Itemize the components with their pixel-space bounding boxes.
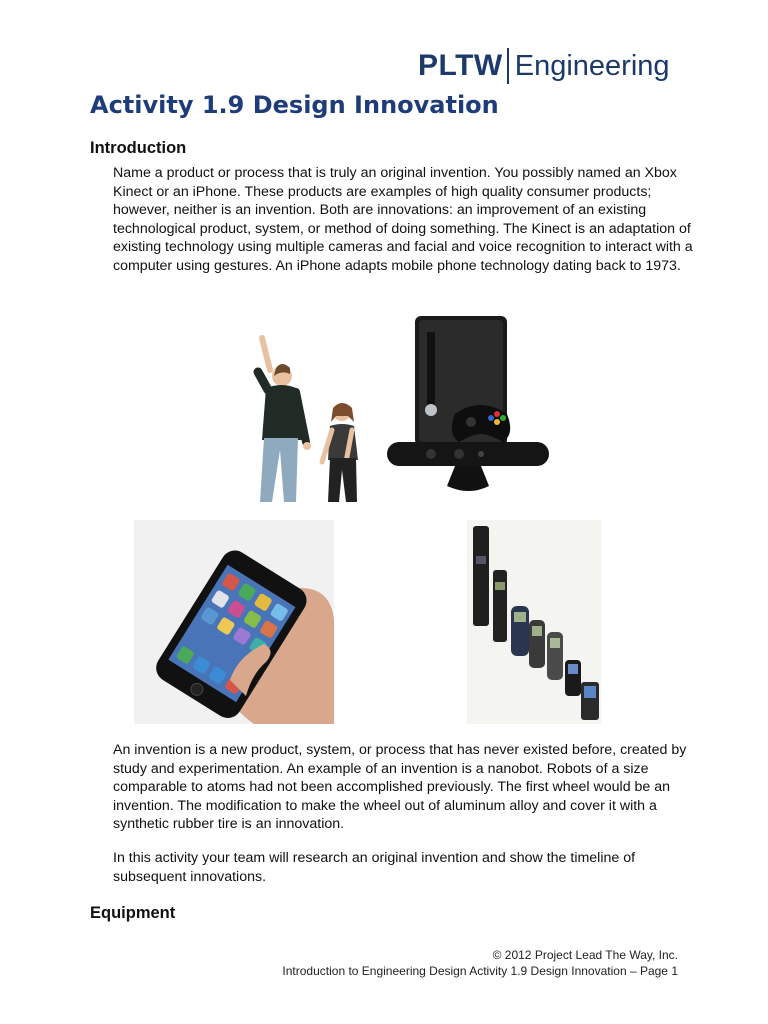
invention-definition-paragraph: An invention is a new product, system, or process that has never existed before, created by study and experimentation. An example of an invention is a nanobot. Robots of a size comparable to atoms had not been accomplished previously. The first wheel would be an invention. The modification to make the wheel out of aluminum alloy and cover it with a synthetic rubber tire is an innovation. <box>113 742 687 833</box>
pltw-engineering-logo <box>418 44 670 88</box>
logo-divider <box>507 48 509 84</box>
introduction-paragraph: Name a product or process that is truly an original invention. You possibly named an Xbox Kinect or an iPhone. These products are examples of high quality consumer products; however, neither is an invention. Both are innovations: an improvement of an existing technological product, system, or method of doing something. The Kinect is an adaptation of existing technology using multiple cameras and facial and voice recognition to interact with a computer using gestures. An iPhone adapts mobile phone technology dating back to 1973. <box>113 165 693 274</box>
iphone-in-hand-illustration <box>134 520 334 724</box>
logo-engineering-text: Engineering <box>514 49 670 82</box>
mobile-phone-evolution-image <box>467 520 601 724</box>
iphone-in-hand-image <box>134 520 334 724</box>
logo-pltw-text: PLTW <box>418 49 503 82</box>
kinect-players-image <box>240 330 380 505</box>
page-title: Activity 1.9 Design Innovation <box>90 91 499 119</box>
kinect-players-illustration <box>240 330 380 505</box>
mobile-phone-evolution-illustration <box>467 520 601 724</box>
activity-description-paragraph: In this activity your team will research an original invention and show the timeline of subsequent innovations. <box>113 850 636 885</box>
footer-copyright: © 2012 Project Lead The Way, Inc. <box>492 948 678 962</box>
page-footer <box>282 947 678 979</box>
footer-course-line: Introduction to Engineering Design Activity 1.9 Design Innovation – Page 1 <box>282 964 678 978</box>
equipment-heading: Equipment <box>90 904 176 922</box>
introduction-heading: Introduction <box>90 139 187 157</box>
xbox-kinect-illustration <box>385 314 555 499</box>
xbox-kinect-image <box>385 314 555 499</box>
